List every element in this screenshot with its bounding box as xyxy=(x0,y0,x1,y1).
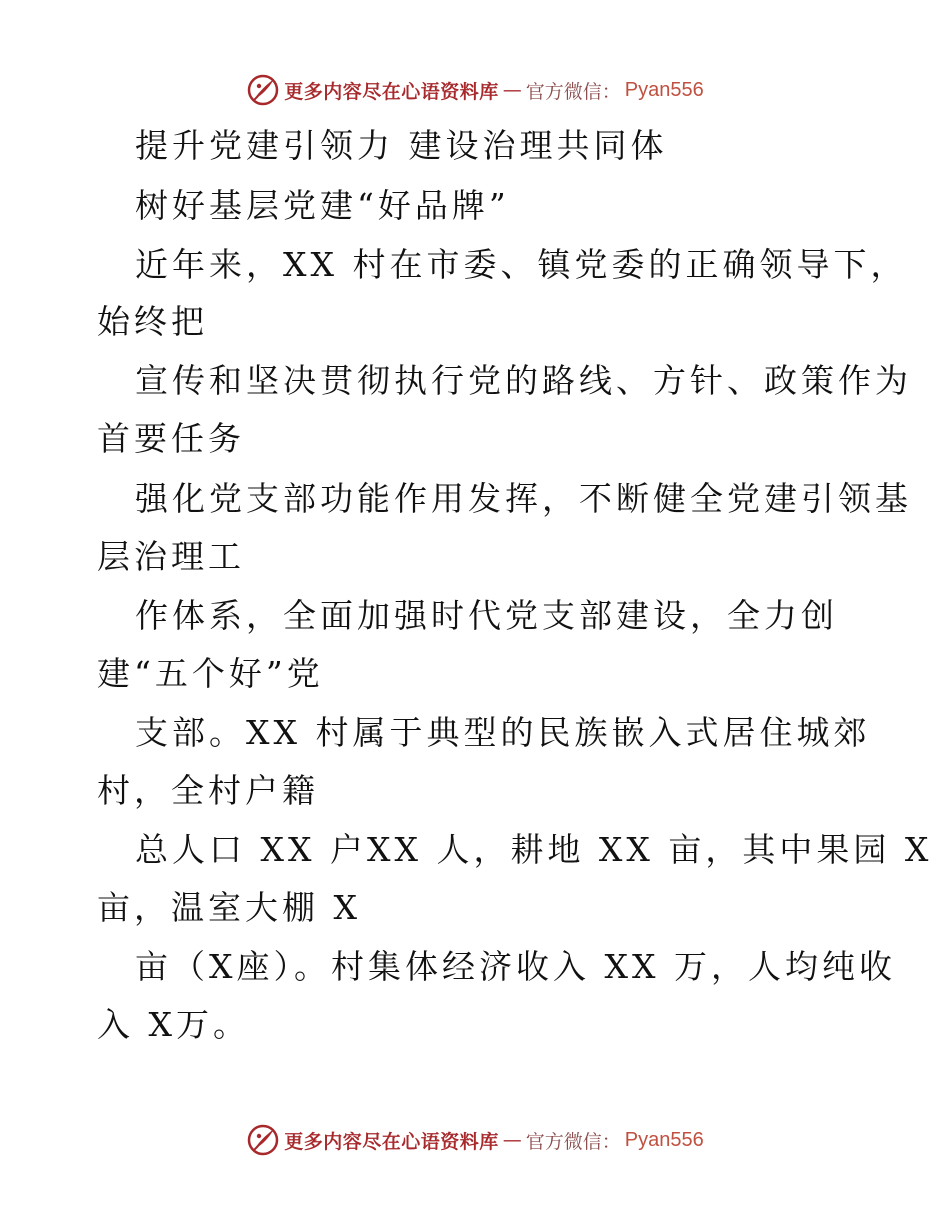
banner-content xyxy=(246,73,704,107)
paragraph-line: 入 X万。 xyxy=(97,1005,250,1044)
document-title: 提升党建引领力 建设治理共同体 xyxy=(135,126,668,165)
paragraph-line: 作体系，全面加强时代党支部建设，全力创 xyxy=(135,596,838,635)
paragraph-line: 始终把 xyxy=(97,302,208,341)
wechat-label: 官方微信： xyxy=(525,80,621,103)
header-banner xyxy=(0,70,950,110)
paragraph-line: 亩（X座）。村集体经济收入 XX 万，人均纯收 xyxy=(135,947,896,986)
paragraph-line: 亩，温室大棚 X xyxy=(97,888,361,927)
document-subtitle: 树好基层党建“好品牌” xyxy=(135,186,510,225)
banner-separator: — xyxy=(502,1129,522,1151)
paragraph-line: 近年来，XX 村在市委、镇党委的正确领导下， xyxy=(135,245,908,284)
banner-content xyxy=(246,1123,704,1157)
wechat-id: Pyan556 xyxy=(624,78,704,101)
paragraph-line: 建“五个好”党 xyxy=(97,654,324,693)
banner-separator: — xyxy=(502,79,522,101)
paragraph-line: 宣传和坚决贯彻执行党的路线、方针、政策作为 xyxy=(135,361,912,400)
paragraph-line: 总人口 XX 户XX 人，耕地 XX 亩，其中果园 X xyxy=(135,830,933,869)
site-promo-text: 更多内容尽在心语资料库 xyxy=(284,80,499,103)
quill-logo-icon xyxy=(246,1123,280,1157)
paragraph-line: 层治理工 xyxy=(97,537,245,576)
quill-logo-icon xyxy=(246,73,280,107)
wechat-label: 官方微信： xyxy=(525,1130,621,1153)
paragraph-line: 支部。XX 村属于典型的民族嵌入式居住城郊 xyxy=(135,713,871,752)
footer-banner xyxy=(0,1120,950,1160)
paragraph-line: 强化党支部功能作用发挥，不断健全党建引领基 xyxy=(135,479,912,518)
paragraph-line: 村，全村户籍 xyxy=(97,771,319,810)
wechat-id: Pyan556 xyxy=(624,1128,704,1151)
site-promo-text: 更多内容尽在心语资料库 xyxy=(284,1130,499,1153)
paragraph-line: 首要任务 xyxy=(97,419,245,458)
